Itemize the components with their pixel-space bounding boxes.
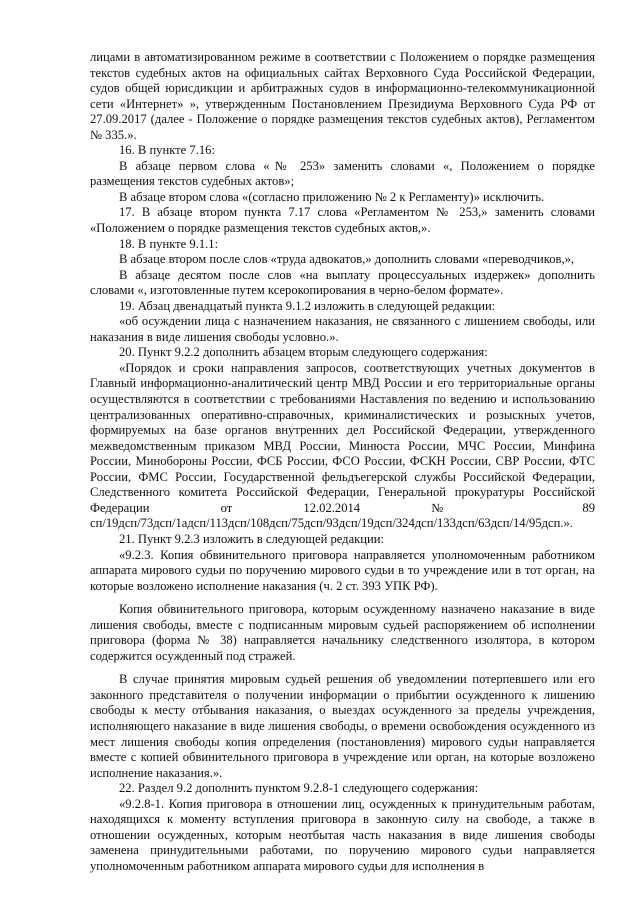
paragraph-continuation: лицами в автоматизированном режиме в соответствии с Положением о порядке размещения текстов судебных актов на официальных сайтах Верховного Суда Российской Федерации, судов общей юрисдикции и арбитражных судов в информационно-телекоммуникационной сети «Интернет» », утвержденным Постановлением Президиума Верховного Суда РФ от 27.09.2017 (далее - Положение о порядке размещения текстов судебных актов), Регламентом № 335.». [90, 50, 595, 142]
paragraph-item-19-text: «об осуждении лица с назначением наказания, не связанного с лишением свободы, или наказания в виде лишения свободы условно.». [90, 314, 595, 344]
paragraph-item-17: 17. В абзаце втором пункта 7.17 слова «Регламентом № 253,» заменить словами «Положением о порядке размещения текстов судебных актов,». [90, 205, 595, 236]
paragraph-item-21: 21. Пункт 9.2.3 изложить в следующей редакции: [119, 531, 385, 546]
paragraph-item-18-abzac-2: В абзаце втором после слов «труда адвокатов,» дополнить словами «переводчиков,», [119, 252, 575, 267]
document-page [90, 50, 595, 874]
paragraph-item-18-abzac-10: В абзаце десятом после слов «на выплату процессуальных издержек» дополнить словами «, изготовленные путем ксерокопирования в черно-белом формате». [90, 267, 595, 298]
paragraph-9-2-8-1: «9.2.8-1. Копия приговора в отношении лиц, осужденных к принудительным работам, находящихся к моменту вступления приговора в законную силу на свободе, а также в отношении осужденных, которым неотбытая часть наказания в виде лишения свободы заменена принудительными работами, по поручению мирового судьи направляется уполномоченным работником аппарата мирового судьи для исполнения в [90, 796, 595, 873]
paragraph-item-16: 16. В пункте 7.16: [119, 143, 215, 158]
paragraph-item-20-text: «Порядок и сроки направления запросов, соответствующих учетных документов в Главный информационно-аналитический центр МВД России и его территориальные органы осуществляются в соответствии с требованиями Наставления по ведению и использованию централизованных оперативно-справочных, криминалистических и розыскных учетов, формируемых на базе органов внутренних дел Российской Федерации, утвержденного межведомственным приказом МВД России, Минюста России, МЧС России, Минфина России, Минобороны России, ФСБ России, ФСО России, ФСКН России, СВР России, ФТС России, ФМС России, Государственной фельдъегерской службы Российской Федерации, Следственного комитета Российской Федерации, Генеральной прокуратуры Российской Федерации от 12.02.2014 № 89 сп/19дсп/73дсп/1адсп/113дсп/108дсп/75дсп/93дсп/19дсп/324дсп/133дсп/63дсп/14/95дсп.». [90, 360, 595, 531]
paragraph-9-2-3-copy: Копия обвинительного приговора, которым осужденному назначено наказание в виде лишения свободы, вместе с подписанным мировым судьей распоряжением об исполнении приговора (форма № 38) направляется начальнику следственного изолятора, в котором содержится осужденный под стражей. [90, 602, 595, 663]
paragraph-item-16-abzac-2: В абзаце втором слова «(согласно приложению № 2 к Регламенту)» исключить. [119, 189, 545, 204]
paragraph-item-19: 19. Абзац двенадцатый пункта 9.1.2 изложить в следующей редакции: [119, 298, 496, 313]
paragraph-item-20: 20. Пункт 9.2.2 дополнить абзацем вторым следующего содержания: [119, 345, 488, 360]
paragraph-item-18: 18. В пункте 9.1.1: [119, 236, 219, 251]
paragraph-item-22: 22. Раздел 9.2 дополнить пунктом 9.2.8-1 следующего содержания: [119, 781, 479, 796]
paragraph-9-2-3: «9.2.3. Копия обвинительного приговора направляется уполномоченным работником аппарата мирового судьи по поручению мирового судьи в то учреждение или в тот орган, на которые возложено исполнение наказания (ч. 2 ст. 393 УПК РФ). [90, 547, 595, 593]
paragraph-item-16-abzac-1: В абзаце первом слова «№ 253» заменить словами «, Положением о порядке размещения текстов судебных актов»; [90, 158, 595, 189]
paragraph-9-2-3-notification: В случае принятия мировым судьей решения об уведомлении потерпевшего или его законного представителя о получении информации о прибытии осужденного к лишению свободы к месту отбывания наказания, о выездах осужденного за пределы учреждения, исполняющего наказание в виде лишения свободы, о времени освобождения осужденного из мест лишения свободы копия определения (постановления) мирового судьи направляется вместе с копией обвинительного приговора в учреждение или орган, на которые возложено исполнение наказания.». [90, 672, 595, 780]
